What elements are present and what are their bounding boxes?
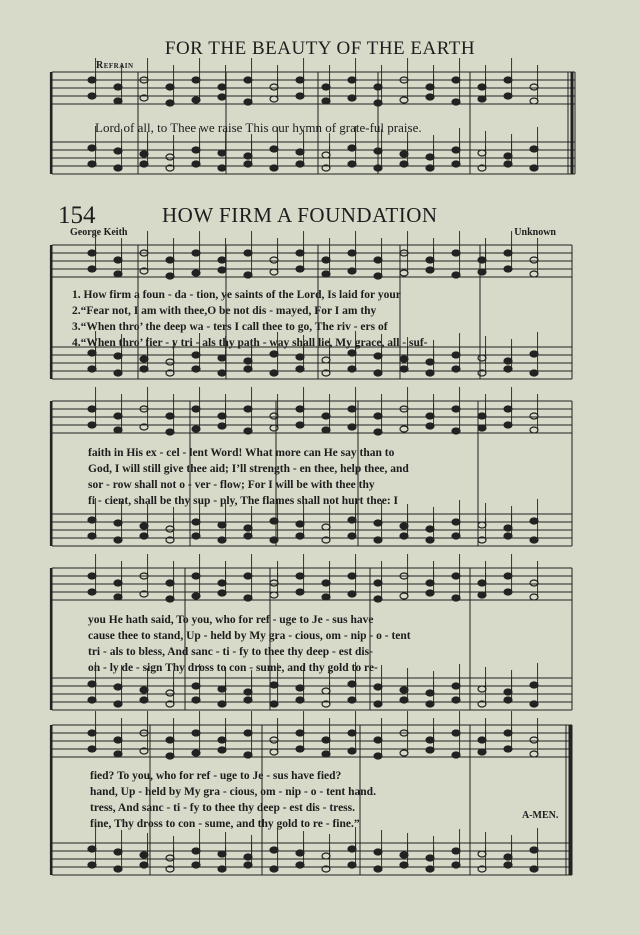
verse-line: fi - cient, shall be thy sup - ply, The flames shall not hurt thee: I xyxy=(88,495,398,507)
verse-line: on - ly de - sign Thy dross to con - sume, and thy gold to re- xyxy=(88,662,378,674)
verse-line: tri - als to bless, And sanc - ti - fy to thee thy deep - est dis- xyxy=(88,646,373,658)
hymn-title: HOW FIRM A FOUNDATION xyxy=(162,203,438,227)
refrain-label: Refrain xyxy=(96,60,134,71)
verse-line: 2.“Fear not, I am with thee,O be not dis - mayed, For I am thy xyxy=(72,305,377,317)
hymn-number: 154 xyxy=(58,202,96,229)
verse-line: you He hath said, To you, who for ref - uge to Je - sus have xyxy=(88,614,374,626)
refrain-hymn-title: FOR THE BEAUTY OF THE EARTH xyxy=(164,38,476,59)
verse-line: 3.“When thro’ the deep wa - ters I call thee to go, The riv - ers of xyxy=(72,321,388,333)
verse-line: God, I will still give thee aid; I’ll strength - en thee, help thee, and xyxy=(88,463,409,475)
verse-line: 4.“When thro’ fier - y tri - als thy path - way shall lie, My grace, all - suf- xyxy=(72,337,428,349)
refrain-lyric: Lord of all, to Thee we raise This our hymn of grate-ful praise. xyxy=(95,120,422,135)
verse-line: hand, Up - held by My gra - cious, om - nip - o - tent hand. xyxy=(90,786,376,798)
verse-line: 1. How firm a foun - da - tion, ye saints of the Lord, Is laid for your xyxy=(72,289,401,301)
composer-credit: George Keith xyxy=(70,227,128,238)
verse-line: sor - row shall not o - ver - flow; For I will be with thee thy xyxy=(88,479,375,491)
amen-label: A-MEN. xyxy=(522,810,559,821)
verse-line: fied? To you, who for ref - uge to Je - sus have fied? xyxy=(90,770,342,782)
tune-source-credit: Unknown xyxy=(514,227,556,238)
verse-line: tress, And sanc - ti - fy to thee thy deep - est dis - tress. xyxy=(90,802,356,814)
verse-line: fine, Thy dross to con - sume, and thy gold to re - fine.” xyxy=(90,818,360,830)
verse-line: cause thee to stand, Up - held by My gra - cious, om - nip - o - tent xyxy=(88,630,411,642)
verse-line: faith in His ex - cel - lent Word! What more can He say than to xyxy=(88,447,395,459)
